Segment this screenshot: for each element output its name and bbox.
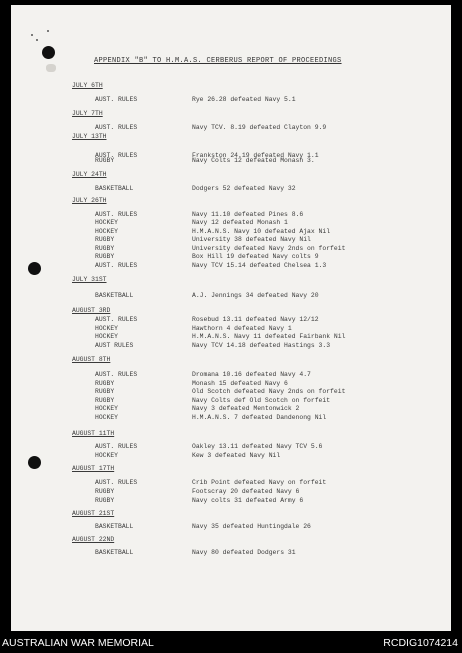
paper-speck <box>36 39 38 41</box>
result-text: Box Hill 19 defeated Navy colts 9 <box>192 253 319 260</box>
sport-label: AUST. RULES <box>95 479 138 486</box>
result-text: University defeated Navy 2nds on forfeit <box>192 245 346 252</box>
date-heading: JULY 31ST <box>72 276 107 283</box>
sport-label: AUST RULES <box>95 342 134 349</box>
date-heading: JULY 7TH <box>72 110 103 117</box>
sport-label: AUST. RULES <box>95 371 138 378</box>
date-heading: AUGUST 8TH <box>72 356 111 363</box>
sport-label: HOCKEY <box>95 405 119 412</box>
date-heading: AUGUST 22ND <box>72 536 115 543</box>
result-text: Old Scotch defeated Navy 2nds on forfeit <box>192 388 346 395</box>
sport-label: RUGBY <box>95 397 115 404</box>
result-text: Dodgers 52 defeated Navy 32 <box>192 185 296 192</box>
sport-label: HOCKEY <box>95 325 119 332</box>
result-text: Navy TCV. 8.19 defeated Clayton 9.9 <box>192 124 327 131</box>
result-text: Dromana 10.16 defeated Navy 4.7 <box>192 371 311 378</box>
result-text: Navy 3 defeated Mentonwick 2 <box>192 405 300 412</box>
sport-label: HOCKEY <box>95 452 119 459</box>
sport-label: BASKETBALL <box>95 185 134 192</box>
result-text: H.M.A.N.S. Navy 10 defeated Ajax Nil <box>192 228 331 235</box>
date-heading: JULY 6TH <box>72 82 103 89</box>
sport-label: HOCKEY <box>95 228 119 235</box>
footer-id: RCDIG1074214 <box>383 637 458 649</box>
sport-label: RUGBY <box>95 388 115 395</box>
sport-label: BASKETBALL <box>95 523 134 530</box>
result-text: Footscray 20 defeated Navy 6 <box>192 488 300 495</box>
sport-label: RUGBY <box>95 253 115 260</box>
footer-source: AUSTRALIAN WAR MEMORIAL <box>2 637 154 649</box>
sport-label: RUGBY <box>95 497 115 504</box>
result-text: Navy TCV 14.18 defeated Hastings 3.3 <box>192 342 331 349</box>
punch-hole-bottom <box>28 456 41 469</box>
sport-label: AUST. RULES <box>95 124 138 131</box>
sport-label: RUGBY <box>95 236 115 243</box>
result-text: Navy 80 defeated Dodgers 31 <box>192 549 296 556</box>
result-text: Crib Point defeated Navy on forfeit <box>192 479 327 486</box>
paper-speck <box>47 30 49 32</box>
result-text: Navy 35 defeated Huntingdale 26 <box>192 523 311 530</box>
sport-label: AUST. RULES <box>95 316 138 323</box>
punch-hole-top <box>42 46 55 59</box>
result-text: Monash 15 defeated Navy 6 <box>192 380 288 387</box>
sport-label: RUGBY <box>95 157 115 164</box>
result-text: Navy Colts 12 defeated Monash 3. <box>192 157 315 164</box>
sport-label: RUGBY <box>95 245 115 252</box>
result-text: Navy TCV 15.14 defeated Chelsea 1.3 <box>192 262 327 269</box>
result-text: Oakley 13.11 defeated Navy TCV 5.6 <box>192 443 323 450</box>
result-text: A.J. Jennings 34 defeated Navy 20 <box>192 292 319 299</box>
paper-tear <box>46 64 56 72</box>
sport-label: AUST. RULES <box>95 262 138 269</box>
result-text: University 38 defeated Navy Nil <box>192 236 311 243</box>
sport-label: AUST. RULES <box>95 152 138 159</box>
sport-label: AUST. RULES <box>95 96 138 103</box>
footer-bar <box>0 631 462 653</box>
result-text: H.M.A.N.S. 7 defeated Dandenong Nil <box>192 414 327 421</box>
result-text: Frankston 24.19 defeated Navy 1.1 <box>192 152 319 159</box>
result-text: Kew 3 defeated Navy Nil <box>192 452 281 459</box>
sport-label: RUGBY <box>95 488 115 495</box>
sport-label: BASKETBALL <box>95 549 134 556</box>
result-text: Rosebud 13.11 defeated Navy 12/12 <box>192 316 319 323</box>
sport-label: AUST. RULES <box>95 211 138 218</box>
result-text: Hawthorn 4 defeated Navy 1 <box>192 325 292 332</box>
sport-label: HOCKEY <box>95 219 119 226</box>
sport-label: HOCKEY <box>95 333 119 340</box>
sport-label: HOCKEY <box>95 414 119 421</box>
result-text: Rye 26.28 defeated Navy 5.1 <box>192 96 296 103</box>
result-text: Navy 11.10 defeated Pines 8.6 <box>192 211 304 218</box>
result-text: Navy Colts def Old Scotch on forfeit <box>192 397 331 404</box>
result-text: Navy colts 31 defeated Army 6 <box>192 497 304 504</box>
result-text: Navy 12 defeated Monash 1 <box>192 219 288 226</box>
page-title: APPENDIX "B" TO H.M.A.S. CERBERUS REPORT OF PROCEEDINGS <box>94 57 342 65</box>
sport-label: RUGBY <box>95 380 115 387</box>
paper-speck <box>31 34 33 36</box>
date-heading: JULY 26TH <box>72 197 107 204</box>
sport-label: BASKETBALL <box>95 292 134 299</box>
date-heading: AUGUST 21ST <box>72 510 115 517</box>
date-heading: AUGUST 17TH <box>72 465 115 472</box>
punch-hole-middle <box>28 262 41 275</box>
date-heading: JULY 13TH <box>72 133 107 140</box>
result-text: H.M.A.N.S. Navy 11 defeated Fairbank Nil <box>192 333 346 340</box>
sport-label: AUST. RULES <box>95 443 138 450</box>
date-heading: JULY 24TH <box>72 171 107 178</box>
date-heading: AUGUST 11TH <box>72 430 115 437</box>
date-heading: AUGUST 3RD <box>72 307 111 314</box>
